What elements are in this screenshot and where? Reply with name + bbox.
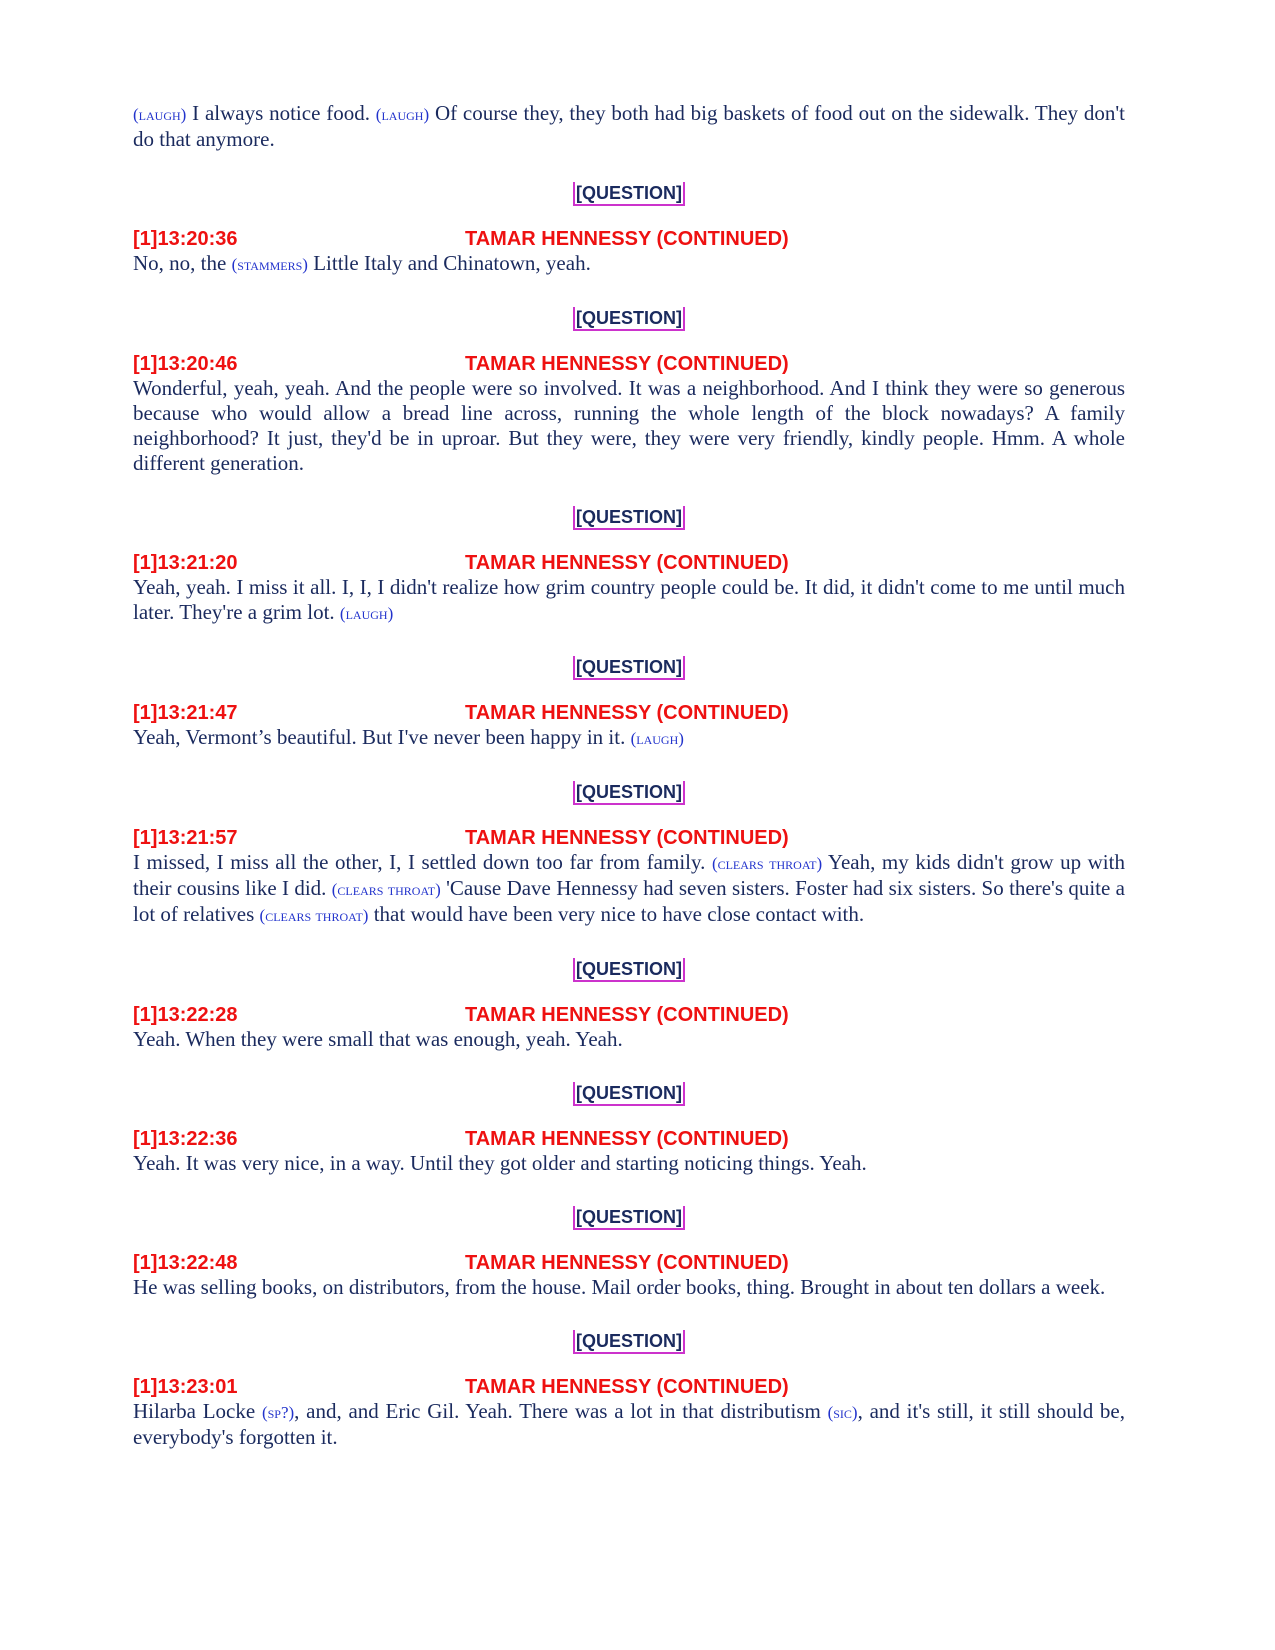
entry-text: Yeah. It was very nice, in a way. Until they got older and starting noticing things. Yeah. xyxy=(133,1151,867,1175)
question-marker: [QUESTION] xyxy=(133,780,1125,805)
stage-cue: (sic) xyxy=(827,1403,858,1422)
entry-text: Wonderful, yeah, yeah. And the people were so involved. It was a neighborhood. And I think they were so generous because who would allow a bread line across, running the whole length of the block nowadays? A family neighborhood? It just, they'd be in uproar. But they were, they were very friendly, kindly people. Hmm. A whole different generation. xyxy=(133,376,1125,475)
timestamp: [1]13:21:47 xyxy=(133,702,238,724)
entry-header xyxy=(133,1127,1125,1151)
entry-text: Yeah. When they were small that was enough, yeah. Yeah. xyxy=(133,1027,623,1051)
timestamp: [1]13:21:20 xyxy=(133,552,238,574)
entry-text: Yeah, Vermont’s beautiful. But I've never been happy in it. (laugh) xyxy=(133,725,684,749)
entry-header xyxy=(133,551,1125,575)
entry-text: No, no, the (stammers) Little Italy and Chinatown, yeah. xyxy=(133,251,591,275)
entry-header xyxy=(133,1003,1125,1027)
speaker-label: TAMAR HENNESSY (CONTINUED) xyxy=(465,1128,789,1150)
timestamp: [1]13:22:48 xyxy=(133,1252,238,1274)
speaker-label: TAMAR HENNESSY (CONTINUED) xyxy=(465,1376,789,1398)
stage-cue: (laugh) xyxy=(339,604,394,623)
entry-text: Yeah, yeah. I miss it all. I, I, I didn't realize how grim country people could be. It did, it didn't come to me until much later. They're a grim lot. (laugh) xyxy=(133,575,1125,624)
entry-header xyxy=(133,1375,1125,1399)
speaker-label: TAMAR HENNESSY (CONTINUED) xyxy=(465,827,789,849)
speaker-label: TAMAR HENNESSY (CONTINUED) xyxy=(465,552,789,574)
stage-cue: (clears throat) xyxy=(331,880,441,899)
question-marker: [QUESTION] xyxy=(133,181,1125,206)
entry-text: He was selling books, on distributors, from the house. Mail order books, thing. Brought in about ten dollars a week. xyxy=(133,1275,1106,1299)
speaker-label: TAMAR HENNESSY (CONTINUED) xyxy=(465,353,789,375)
stage-cue: (laugh) xyxy=(133,105,187,124)
timestamp: [1]13:20:36 xyxy=(133,228,238,250)
stage-cue: (sp?) xyxy=(261,1403,295,1422)
entry-header xyxy=(133,352,1125,376)
speaker-label: TAMAR HENNESSY (CONTINUED) xyxy=(465,1004,789,1026)
transcript-page xyxy=(133,96,1125,1450)
entry-header xyxy=(133,826,1125,850)
entry-header xyxy=(133,227,1125,251)
question-marker: [QUESTION] xyxy=(133,655,1125,680)
question-marker: [QUESTION] xyxy=(133,505,1125,530)
intro-paragraph: (laugh) I always notice food. (laugh) Of course they, they both had big baskets of food out on the sidewalk. They don't do that anymore. xyxy=(133,101,1125,151)
speaker-label: TAMAR HENNESSY (CONTINUED) xyxy=(465,228,789,250)
stage-cue: (laugh) xyxy=(375,105,430,124)
question-marker: [QUESTION] xyxy=(133,1329,1125,1354)
stage-cue: (clears throat) xyxy=(259,906,369,925)
timestamp: [1]13:20:46 xyxy=(133,353,238,375)
timestamp: [1]13:21:57 xyxy=(133,827,238,849)
speaker-label: TAMAR HENNESSY (CONTINUED) xyxy=(465,1252,789,1274)
stage-cue: (stammers) xyxy=(231,255,308,274)
speaker-label: TAMAR HENNESSY (CONTINUED) xyxy=(465,702,789,724)
entry-text: I missed, I miss all the other, I, I settled down too far from family. (clears throat) Yeah, my kids didn't grow up with their cousins like I did. (clears throat) 'Cause Dave Hennessy had seven sisters. Foster had six sisters. So there's quite a lot of relatives (clears throat) that would have been very nice to have close contact with. xyxy=(133,850,1125,926)
question-marker: [QUESTION] xyxy=(133,1081,1125,1106)
question-marker: [QUESTION] xyxy=(133,1205,1125,1230)
entry-header xyxy=(133,1251,1125,1275)
entry-header xyxy=(133,701,1125,725)
question-marker: [QUESTION] xyxy=(133,306,1125,331)
stage-cue: (laugh) xyxy=(630,729,684,748)
entry-text: Hilarba Locke (sp?), and, and Eric Gil. Yeah. There was a lot in that distributism (sic), and it's still, it still should be, everybody's forgotten it. xyxy=(133,1399,1126,1449)
timestamp: [1]13:22:36 xyxy=(133,1128,238,1150)
question-marker: [QUESTION] xyxy=(133,957,1125,982)
timestamp: [1]13:23:01 xyxy=(133,1376,238,1398)
stage-cue: (clears throat) xyxy=(711,854,823,873)
timestamp: [1]13:22:28 xyxy=(133,1004,238,1026)
